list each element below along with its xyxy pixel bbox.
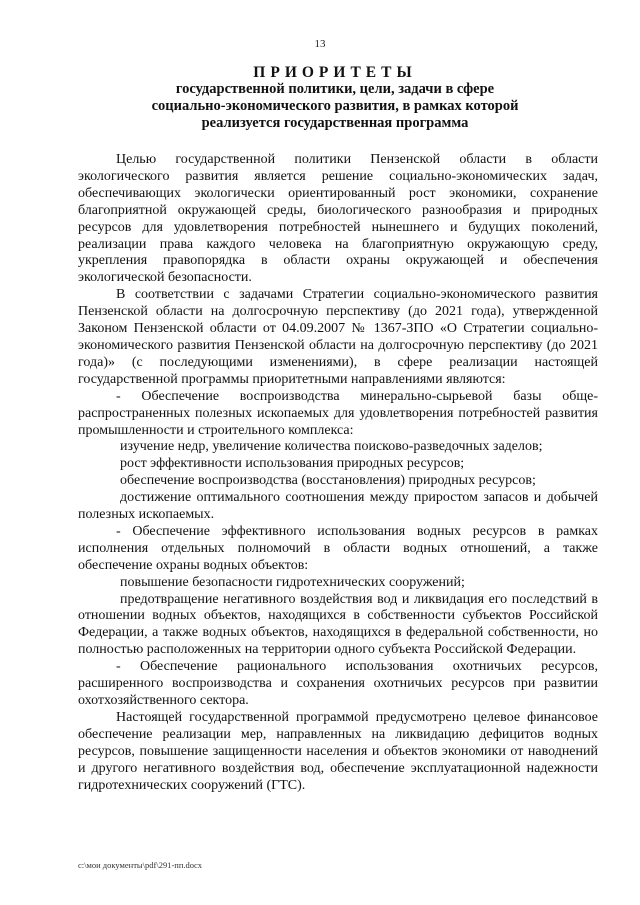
paragraph: Настоящей государственной программой предусмотрено целевое финансовое обеспечение реализации мер, направленных на ликвидацию дефицитов водных ресурсов, повышение защищенности населения и объектов экономики от наводнений и другого негативного воздействия вод, обеспечение эксплуатационной надежности гидротехнических сооружений (ГТС). [78, 709, 598, 793]
sub-item: обеспечение воспроизводства (восстановления) природных ресурсов; [120, 473, 536, 489]
sub-item: изучение недр, увеличение количества поисково-разведочных заделов; [120, 439, 543, 455]
document-body [78, 152, 598, 794]
heading-line: государственной политики, цели, задачи в сфере [175, 81, 495, 97]
priority-item: - Обеспечение рационального использования охотничьих ресурсов, расширенного воспроизводства и сохранения охотничьих ресурсов при развитии охотхозяйственного сектора. [78, 659, 598, 708]
sub-item: достижение оптимального соотношения между приростом запасов и добычей полезных ископаемых. [78, 490, 598, 523]
page-number: 13 [314, 38, 326, 50]
paragraph: В соответствии с задачами Стратегии социально-экономического развития Пензенской области на долгосрочную перспективу (до 2021 года), утвержденной Законом Пензенской области от 04.09.2007 № 1367-ЗПО «О Стратегии социально-экономического развития Пензенской области на долгосрочную перспективу (до 2021 года)» (с последующими изменениями), в сфере реализации настоящей государственной программы приоритетными направлениями являются: [78, 287, 598, 387]
sub-item: предотвращение негативного воздействия вод и ликвидация его последствий в отношении водных объектов, находящихся в собственности субъектов Российской Федерации, а также водных объектов, находящихся в федеральной собственности, но полностью расположенных на территории одного субъекта Российской Федерации. [78, 591, 598, 658]
priority-item: - Обеспечение эффективного использования водных ресурсов в рамках исполнения отдельных полномочий в области водных отношений, а также обеспечение охраны водных объектов: [78, 523, 598, 573]
footer-file-path: c:\мои документы\pdf\291-пп.docx [78, 860, 203, 870]
heading-line: реализуется государственная программа [201, 115, 469, 131]
priority-item: - Обеспечение воспроизводства минерально-сырьевой базы обще-распространенных полезных ископаемых для удовлетворения потребностей развития промышленности и строительного комплекса: [78, 388, 598, 438]
sub-item: рост эффективности использования природных ресурсов; [120, 456, 465, 472]
paragraph: Целью государственной политики Пензенской области в области экологического развития является решение социально-экономических задач, обеспечивающих экологически ориентированный рост экономики, сохранение благоприятной окружающей среды, биологического разнообразия и природных ресурсов для удовлетворения потребностей нынешнего и будущих поколений, реализации права каждого человека на благоприятную окружающую среду, укрепления правопорядка в области охраны окружающей и обеспечения экологической безопасности. [78, 152, 598, 286]
heading-line: социально-экономического развития, в рамках которой [151, 98, 519, 114]
heading-title: ПРИОРИТЕТЫ [253, 64, 417, 81]
section-heading [74, 64, 596, 132]
sub-item: повышение безопасности гидротехнических сооружений; [120, 574, 465, 590]
